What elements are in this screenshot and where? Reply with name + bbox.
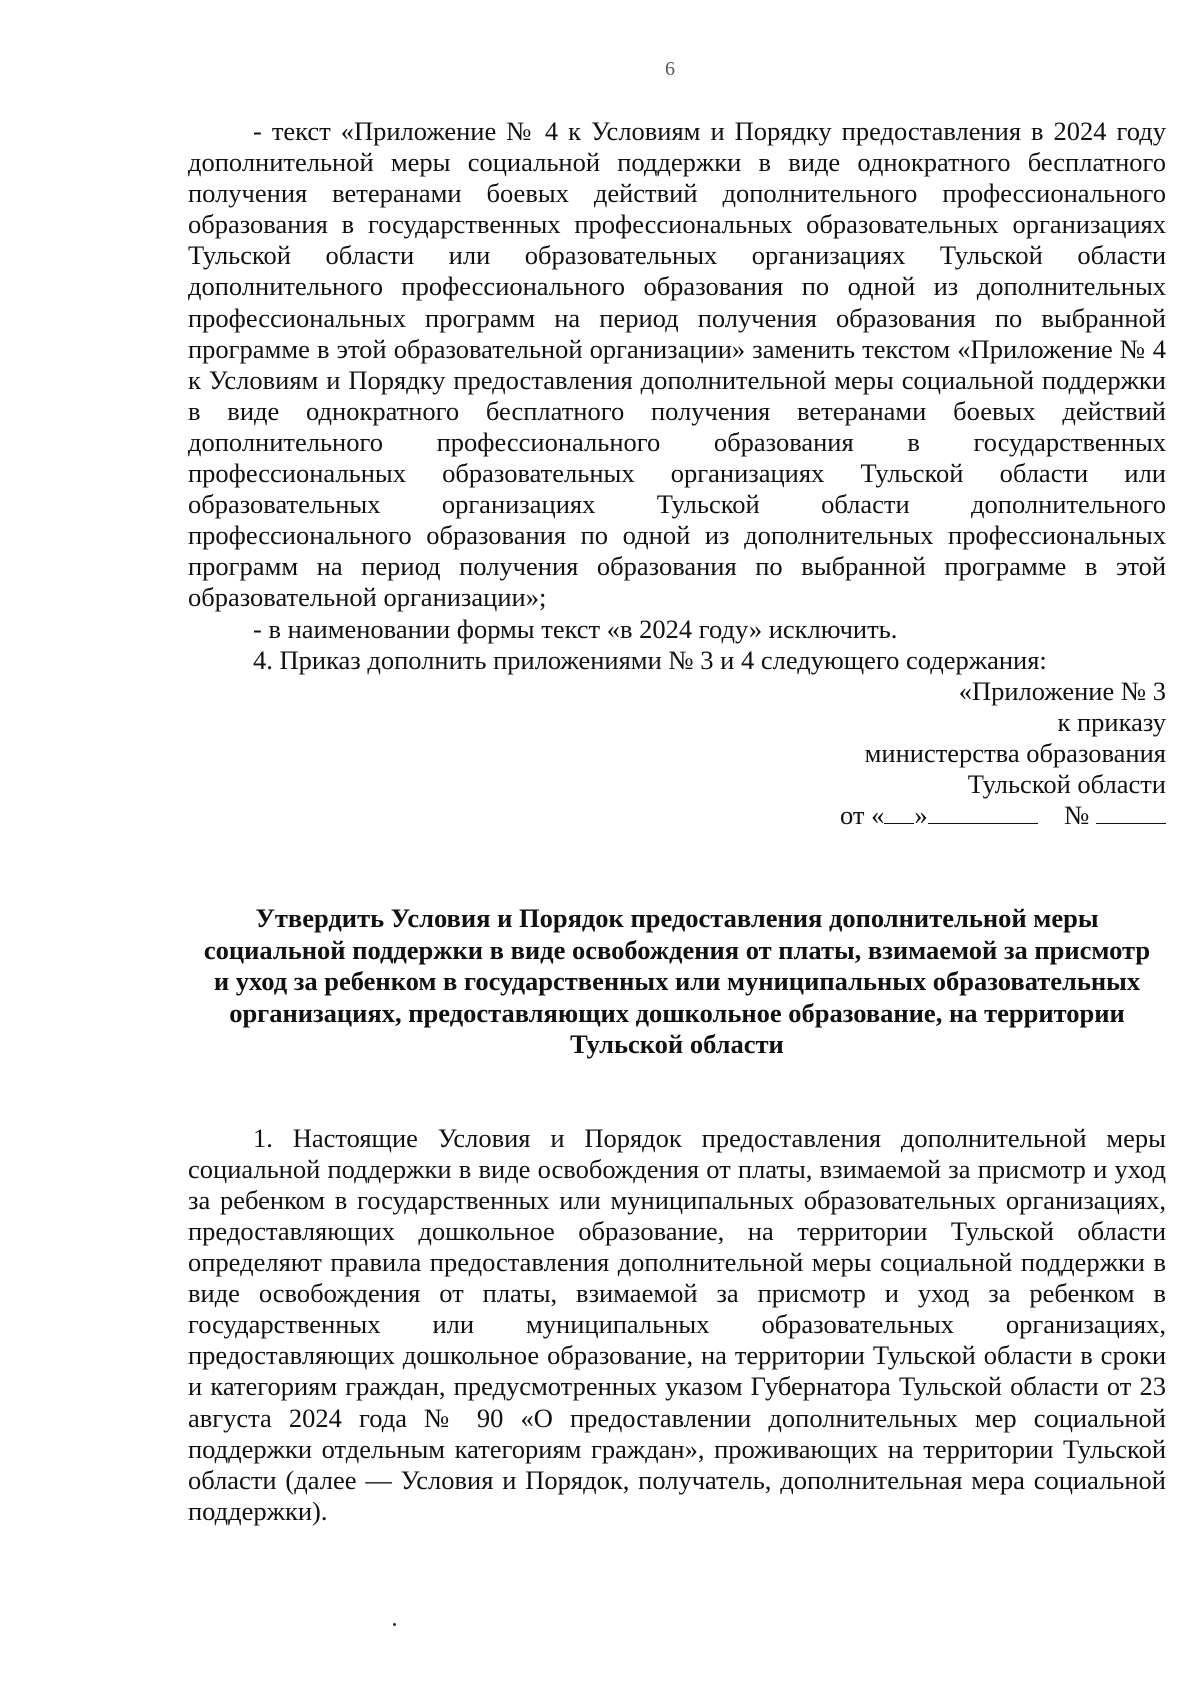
appendix-header	[188, 676, 1166, 831]
month-blank	[928, 801, 1038, 824]
appendix-ministry: министерства образования	[864, 737, 1166, 768]
document-body	[188, 116, 1166, 1527]
day-blank	[884, 801, 914, 824]
appendix-title: «Приложение № 3	[958, 675, 1166, 706]
paragraph-order-addition: 4. Приказ дополнить приложениями № 3 и 4 следующего содержания:	[253, 644, 1047, 675]
appendix-to-order: к приказу	[1057, 706, 1166, 737]
paragraph-text-replacement: - текст «Приложение № 4 к Условиям и Порядку предоставления в 2024 году дополнительной меры социальной поддержки в виде однократного бесплатного получения ветеранами боевых действий дополнительного профессионального образования в государственных профессиональных образовательных организациях Тульской области или образовательных организациях Тульской области дополнительного профессионального образования по одной из дополнительных профессиональных программ на период получения образования по выбранной программе в этой образовательной организации» заменить текстом «Приложение № 4 к Условиям и Порядку предоставления дополнительной меры социальной поддержки в виде однократного бесплатного получения ветеранами боевых действий дополнительного профессионального образования в государственных профессиональных образовательных организациях Тульской области или образовательных организациях Тульской области дополнительного профессионального образования по одной из дополнительных профессиональных программ на период получения образования по выбранной программе в этой образовательной организации»;	[188, 116, 1166, 613]
date-prefix: от «	[839, 800, 885, 831]
date-mid: »	[914, 800, 928, 831]
number-blank	[1096, 801, 1166, 824]
number-label: №	[1064, 800, 1090, 831]
appendix-date-line	[188, 800, 1166, 831]
scan-artifact-dot	[393, 1623, 396, 1626]
paragraph-form-name: - в наименовании формы текст «в 2024 году» исключить.	[253, 613, 898, 644]
section-title: Утвердить Условия и Порядок предоставления дополнительной меры социальной поддержки в виде освобождения от платы, взимаемой за присмотр и уход за ребенком в государственных или муниципальных образовательных организациях, предоставляющих дошкольное образование, на территории Тульской области	[203, 903, 1151, 1060]
page-number: 6	[665, 58, 675, 80]
appendix-region: Тульской области	[967, 768, 1166, 799]
paragraph-conditions: 1. Настоящие Условия и Порядок предоставления дополнительной меры социальной поддержки в виде освобождения от платы, взимаемой за присмотр и уход за ребенком в государственных или муниципальных образовательных организациях, предоставляющих дошкольное образование, на территории Тульской области определяют правила предоставления дополнительной меры социальной поддержки в виде освобождения от платы, взимаемой за присмотр и уход за ребенком в государственных или муниципальных образовательных организациях, предоставляющих дошкольное образование, на территории Тульской области в сроки и категориям граждан, предусмотренных указом Губернатора Тульской области от 23 августа 2024 года № 90 «О предоставлении дополнительных мер социальной поддержки отдельным категориям граждан», проживающих на территории Тульской области (далее — Условия и Порядок, получатель, дополнительная мера социальной поддержки).	[188, 1122, 1166, 1526]
